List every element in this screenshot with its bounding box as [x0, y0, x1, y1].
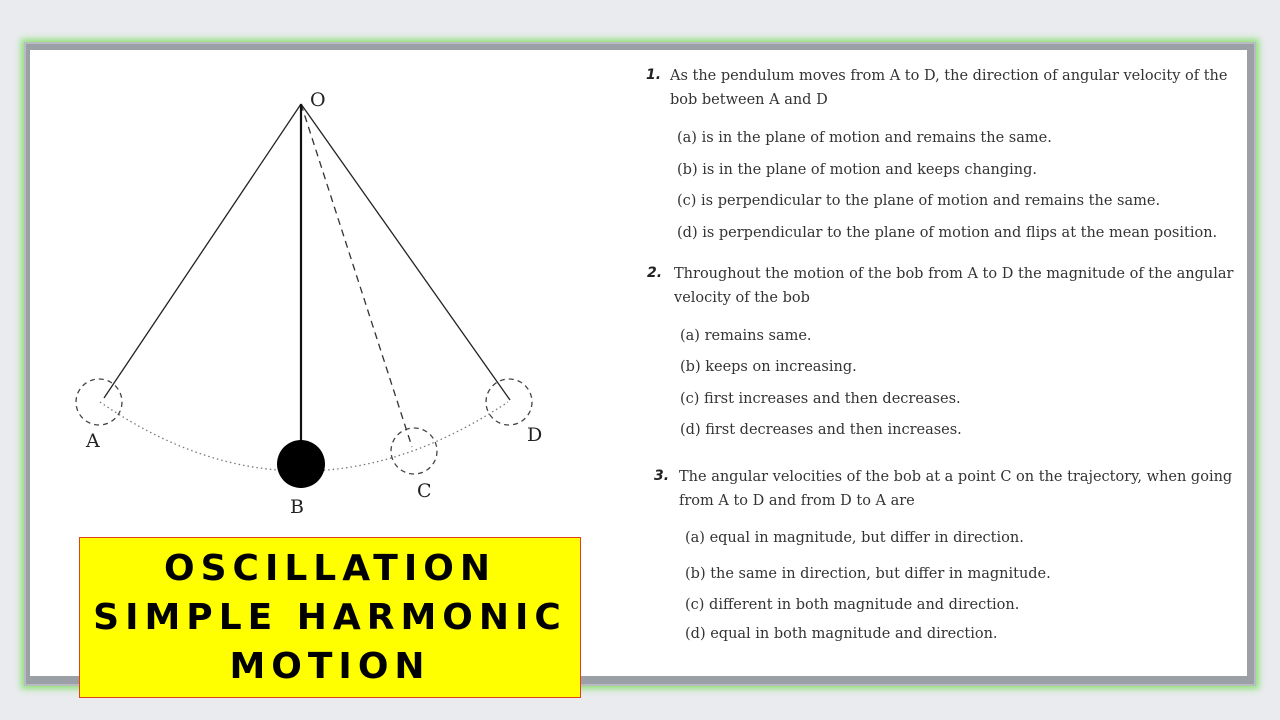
question-3-option-c: (c) different in both magnitude and direction.: [685, 597, 1020, 613]
question-2-option-b: (b) keeps on increasing.: [680, 359, 857, 375]
question-2-option-d: (d) first decreases and then increases.: [680, 422, 962, 438]
bob-position-d: [486, 379, 532, 425]
question-2-text-line1: Throughout the motion of the bob from A to D the magnitude of the angular: [674, 266, 1234, 282]
label-d: D: [527, 424, 543, 446]
question-1-option-a: (a) is in the plane of motion and remains the same.: [677, 130, 1052, 146]
banner-line-1: OSCILLATION: [164, 548, 496, 589]
banner-line-2: SIMPLE HARMONIC: [93, 597, 567, 638]
question-3-option-d: (d) equal in both magnitude and direction.: [685, 626, 998, 642]
question-1-option-b: (b) is in the plane of motion and keeps changing.: [677, 162, 1038, 178]
label-a: A: [86, 430, 100, 452]
question-2-text-line2: velocity of the bob: [674, 290, 810, 306]
question-3-text-line2: from A to D and from D to A are: [679, 493, 915, 509]
string-oc: [301, 104, 412, 447]
bob-position-a: [76, 379, 122, 425]
label-b: B: [290, 496, 304, 518]
question-1-text-line1: As the pendulum moves from A to D, the direction of angular velocity of the: [670, 68, 1228, 84]
question-1-option-c: (c) is perpendicular to the plane of motion and remains the same.: [677, 193, 1161, 209]
string-od: [301, 104, 510, 400]
string-oa: [104, 104, 301, 398]
banner-line-3: MOTION: [229, 646, 431, 687]
question-3-option-a: (a) equal in magnitude, but differ in direction.: [685, 530, 1024, 546]
question-3-number: 3.: [654, 468, 670, 484]
label-o: O: [310, 89, 326, 111]
question-2-number: 2.: [647, 265, 663, 281]
label-c: C: [417, 480, 432, 502]
question-3-option-b: (b) the same in direction, but differ in magnitude.: [685, 566, 1051, 582]
question-1-option-d: (d) is perpendicular to the plane of motion and flips at the mean position.: [677, 225, 1218, 241]
bob-position-c: [391, 428, 437, 474]
question-2-option-a: (a) remains same.: [680, 328, 812, 344]
title-banner: [79, 537, 581, 698]
question-1-number: 1.: [646, 67, 662, 83]
question-3-text-line1: The angular velocities of the bob at a point C on the trajectory, when going: [679, 469, 1233, 485]
bob-b: [277, 440, 325, 488]
question-2-option-c: (c) first increases and then decreases.: [680, 391, 961, 407]
question-1-text-line2: bob between A and D: [670, 92, 828, 108]
